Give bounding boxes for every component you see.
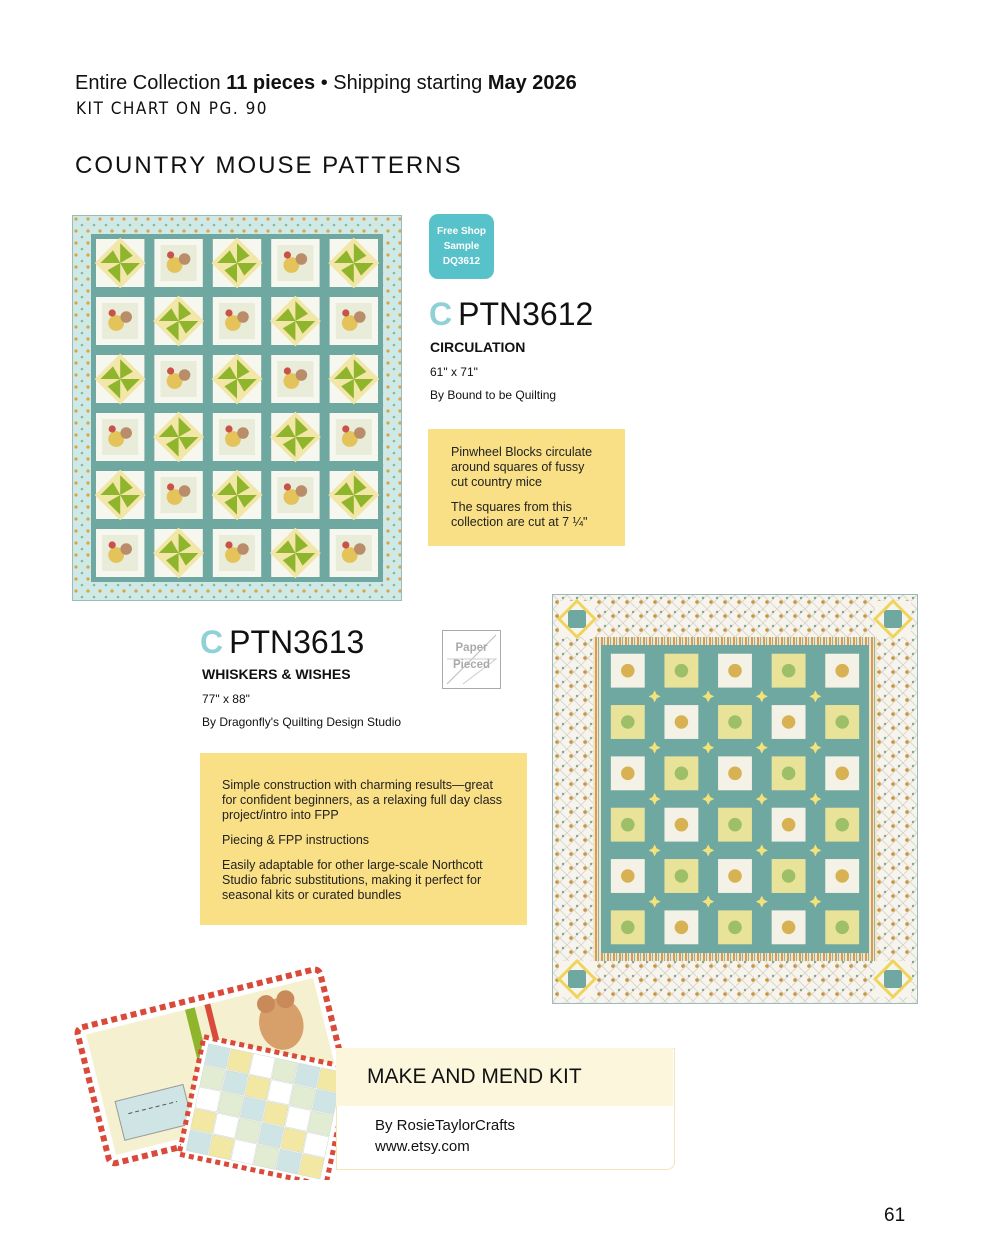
- pattern1-code-text: PTN3612: [458, 296, 594, 332]
- make-and-mend-kit-image: [70, 960, 350, 1180]
- c-icon: C: [429, 296, 453, 332]
- pattern2-description: [200, 753, 527, 925]
- kit-url[interactable]: www.etsy.com: [375, 1138, 470, 1155]
- whiskers-wishes-quilt-image: [552, 594, 918, 1004]
- free-shop-sample-badge: [429, 214, 494, 279]
- kit-title: MAKE AND MEND KIT: [336, 1048, 673, 1106]
- pattern1-name: CIRCULATION: [430, 339, 526, 355]
- shipping-label: • Shipping starting: [315, 72, 488, 94]
- circulation-quilt-image: [72, 215, 402, 601]
- desc-paragraph: The squares from this collection are cut at 7 ¼": [451, 500, 588, 529]
- pp-line-2: Pieced: [452, 659, 491, 671]
- pattern1-designer: By Bound to be Quilting: [430, 388, 557, 402]
- pattern2-name: WHISKERS & WISHES: [202, 666, 351, 682]
- collection-info: [75, 72, 577, 95]
- pattern2-designer: By Dragonfly's Quilting Design Studio: [202, 715, 402, 729]
- badge-line-2: Sample: [443, 241, 480, 252]
- pattern1-description: [428, 429, 625, 546]
- badge-line-3: DQ3612: [442, 256, 481, 267]
- page-number: 61: [884, 1205, 906, 1226]
- piece-count: 11 pieces: [226, 72, 316, 94]
- pattern2-code-text: PTN3613: [229, 624, 365, 660]
- c-icon: C: [200, 624, 224, 660]
- pp-line-1: Paper: [455, 642, 488, 654]
- collection-label: Entire Collection: [75, 72, 227, 94]
- desc-paragraph: Easily adaptable for other large-scale Northcott Studio fabric substitutions, making it perfect for seasonal kits or curated bundles: [222, 858, 483, 902]
- desc-paragraph: Simple construction with charming results—great for confident beginners, as a relaxing full day class project/intro into FPP: [222, 778, 503, 822]
- ship-date: May 2026: [487, 72, 577, 94]
- pattern1-code: [429, 296, 593, 333]
- pattern1-size: 61" x 71": [430, 365, 478, 379]
- badge-line-1: Free Shop: [437, 226, 486, 237]
- kit-designer: By RosieTaylorCrafts: [375, 1117, 516, 1134]
- desc-paragraph: Piecing & FPP instructions: [222, 833, 370, 847]
- paper-pieced-icon: [442, 630, 501, 689]
- section-title: COUNTRY MOUSE PATTERNS: [75, 152, 463, 179]
- kit-chart-ref: KIT CHART ON PG. 90: [76, 99, 269, 119]
- desc-paragraph: Pinwheel Blocks circulate around squares of fussy cut country mice: [451, 445, 593, 489]
- pattern2-code: [200, 624, 364, 661]
- pattern2-size: 77" x 88": [202, 692, 250, 706]
